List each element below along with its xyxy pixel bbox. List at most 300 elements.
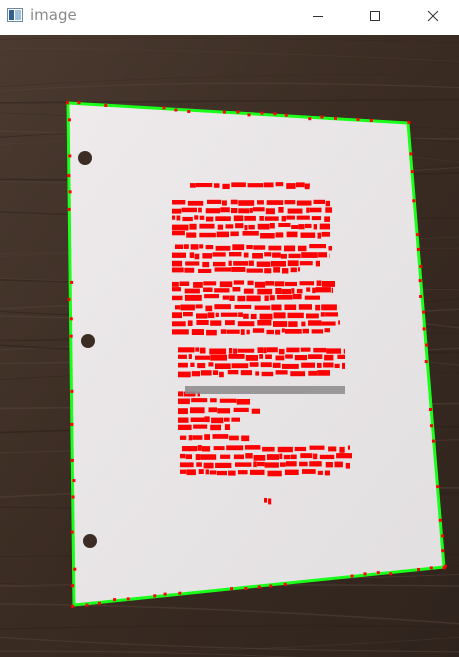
text-keypoint-cluster (344, 349, 345, 354)
text-keypoint-cluster (306, 208, 309, 213)
text-keypoint-cluster (325, 471, 330, 476)
text-keypoint-cluster (264, 268, 271, 273)
text-keypoint-cluster (238, 470, 248, 474)
text-keypoint-cluster (348, 446, 350, 450)
text-keypoint-cluster (297, 216, 310, 220)
text-keypoint-cluster (231, 200, 238, 205)
text-keypoint-cluster (322, 232, 330, 237)
text-keypoint-cluster (250, 208, 253, 213)
text-keypoint-cluster (238, 349, 255, 353)
contour-keypoint (419, 265, 422, 268)
text-keypoint-cluster (178, 372, 191, 378)
text-keypoint-cluster (285, 200, 296, 204)
text-keypoint-cluster (286, 348, 299, 353)
contour-keypoint (68, 118, 71, 121)
contour-keypoint (430, 566, 433, 569)
text-keypoint-cluster (172, 209, 181, 214)
text-keypoint-cluster (254, 455, 266, 461)
text-keypoint-cluster (282, 289, 291, 294)
text-keypoint-cluster (204, 463, 214, 469)
text-keypoint-cluster (231, 418, 240, 422)
text-keypoint-cluster (230, 232, 238, 237)
text-keypoint-cluster (220, 455, 230, 459)
text-keypoint-cluster (206, 245, 214, 249)
text-keypoint-cluster (237, 399, 250, 405)
text-keypoint-cluster (286, 183, 295, 189)
text-keypoint-cluster (225, 424, 230, 430)
contour-keypoint (68, 154, 71, 157)
text-keypoint-cluster (244, 253, 249, 258)
contour-keypoint (68, 208, 71, 211)
text-keypoint-cluster (300, 261, 313, 265)
text-keypoint-cluster (261, 362, 272, 367)
contour-keypoint (236, 111, 239, 114)
contour-keypoint (69, 190, 72, 193)
text-keypoint-cluster (191, 398, 207, 402)
text-keypoint-cluster (193, 425, 207, 429)
text-keypoint-cluster (300, 281, 315, 285)
text-keypoint-cluster (265, 216, 279, 220)
text-keypoint-cluster (195, 356, 210, 360)
contour-keypoint (66, 101, 69, 104)
contour-keypoint (153, 594, 156, 597)
text-keypoint-cluster (172, 268, 184, 273)
text-keypoint-cluster (208, 312, 215, 318)
text-keypoint-cluster (172, 200, 185, 205)
text-keypoint-cluster (172, 225, 189, 231)
contour-keypoint (284, 583, 287, 586)
contour-keypoint (416, 233, 419, 236)
text-keypoint-cluster (253, 328, 264, 333)
text-keypoint-cluster (213, 370, 218, 375)
text-keypoint-cluster (247, 330, 250, 335)
text-keypoint-cluster (237, 296, 245, 302)
text-keypoint-cluster (248, 225, 254, 230)
text-keypoint-cluster (276, 182, 284, 186)
text-keypoint-cluster (234, 280, 244, 284)
contour-keypoint (377, 571, 380, 574)
text-keypoint-cluster (325, 207, 332, 212)
text-keypoint-cluster (231, 182, 246, 187)
contour-keypoint (70, 335, 73, 338)
text-keypoint-cluster (301, 363, 315, 368)
text-keypoint-cluster (231, 208, 237, 213)
contour-keypoint (163, 106, 166, 109)
text-keypoint-cluster (192, 371, 200, 376)
text-keypoint-cluster (177, 216, 181, 221)
text-keypoint-cluster (172, 287, 181, 291)
text-keypoint-cluster (260, 233, 275, 239)
text-keypoint-cluster (244, 225, 247, 230)
text-keypoint-cluster (235, 462, 251, 466)
text-keypoint-cluster (305, 296, 320, 300)
text-keypoint-cluster (257, 462, 265, 466)
text-keypoint-cluster (178, 347, 195, 352)
text-keypoint-cluster (172, 282, 179, 287)
text-keypoint-cluster (247, 269, 263, 273)
text-keypoint-cluster (197, 363, 205, 368)
text-keypoint-cluster (285, 329, 302, 334)
text-keypoint-cluster (282, 268, 288, 273)
text-keypoint-cluster (265, 296, 269, 302)
contour-keypoint (419, 295, 422, 298)
text-keypoint-cluster (315, 305, 320, 311)
text-keypoint-cluster (257, 262, 271, 267)
text-keypoint-cluster (220, 399, 237, 403)
contour-keypoint (441, 549, 444, 552)
text-keypoint-cluster (228, 471, 236, 476)
text-keypoint-cluster (210, 398, 217, 402)
text-keypoint-cluster (199, 469, 204, 474)
maximize-button[interactable] (352, 0, 398, 31)
text-keypoint-cluster (203, 288, 212, 293)
text-keypoint-cluster (217, 232, 229, 238)
text-keypoint-cluster (180, 470, 186, 474)
contour-keypoint (441, 534, 444, 537)
text-keypoint-cluster (188, 201, 203, 206)
text-keypoint-cluster (217, 471, 227, 475)
text-keypoint-cluster (280, 462, 286, 466)
text-keypoint-cluster (328, 447, 336, 452)
text-keypoint-cluster (238, 312, 243, 317)
text-keypoint-cluster (184, 268, 194, 273)
contour-keypoint (70, 281, 73, 284)
text-keypoint-cluster (281, 254, 287, 259)
text-keypoint-cluster (324, 216, 330, 222)
text-keypoint-cluster (282, 328, 285, 332)
text-keypoint-cluster (196, 304, 203, 308)
text-keypoint-cluster (276, 370, 288, 374)
text-keypoint-cluster (186, 233, 196, 238)
text-keypoint-cluster (183, 312, 193, 316)
text-keypoint-cluster (321, 312, 325, 316)
text-keypoint-cluster (282, 216, 286, 222)
text-keypoint-cluster (308, 371, 317, 376)
text-keypoint-cluster (260, 314, 273, 320)
text-keypoint-cluster (172, 216, 175, 220)
text-keypoint-cluster (233, 261, 248, 266)
text-keypoint-cluster (204, 416, 209, 422)
text-keypoint-cluster (271, 261, 286, 267)
text-keypoint-cluster (301, 252, 318, 258)
text-keypoint-cluster (204, 434, 210, 440)
text-keypoint-cluster (191, 244, 199, 249)
text-keypoint-cluster (336, 453, 352, 458)
text-keypoint-cluster (298, 267, 300, 271)
text-keypoint-cluster (346, 463, 350, 469)
text-keypoint-cluster (301, 233, 316, 238)
contour-keypoint (308, 117, 311, 120)
text-keypoint-cluster (178, 408, 188, 414)
contour-keypoint (98, 602, 101, 605)
text-keypoint-cluster (325, 312, 338, 316)
text-keypoint-cluster (216, 313, 219, 317)
text-keypoint-cluster (229, 348, 232, 354)
text-keypoint-cluster (233, 287, 241, 292)
text-keypoint-cluster (284, 246, 295, 252)
text-keypoint-cluster (185, 289, 200, 294)
text-keypoint-cluster (233, 349, 237, 354)
text-keypoint-cluster (288, 313, 304, 318)
text-keypoint-cluster (268, 499, 271, 505)
contour-keypoint (364, 572, 367, 575)
text-keypoint-cluster (259, 216, 264, 221)
text-keypoint-cluster (306, 287, 310, 291)
text-keypoint-cluster (196, 454, 201, 460)
contour-keypoint (432, 440, 435, 443)
text-keypoint-cluster (204, 294, 219, 298)
text-keypoint-cluster (322, 281, 335, 287)
contour-keypoint (164, 593, 167, 596)
text-keypoint-cluster (246, 296, 260, 302)
contour-keypoint (113, 598, 116, 601)
text-keypoint-cluster (193, 282, 203, 288)
text-keypoint-cluster (190, 407, 205, 413)
text-keypoint-cluster (189, 224, 196, 230)
text-keypoint-cluster (293, 294, 302, 299)
contour-keypoint (71, 531, 74, 534)
text-keypoint-cluster (241, 436, 249, 442)
text-keypoint-cluster (300, 453, 312, 458)
contour-keypoint (86, 604, 89, 607)
text-keypoint-cluster (267, 330, 275, 334)
text-keypoint-cluster (270, 223, 275, 229)
text-keypoint-cluster (194, 215, 198, 219)
text-keypoint-cluster (214, 446, 225, 450)
text-keypoint-cluster (186, 454, 192, 459)
punch-hole-bottom (83, 534, 97, 548)
text-keypoint-cluster (314, 224, 317, 229)
text-keypoint-cluster (172, 329, 189, 334)
text-keypoint-cluster (286, 461, 297, 466)
text-keypoint-cluster (178, 418, 189, 423)
text-keypoint-cluster (329, 246, 333, 251)
text-keypoint-cluster (200, 454, 216, 460)
text-keypoint-cluster (268, 471, 282, 477)
text-keypoint-cluster (216, 246, 231, 251)
contour-keypoint (260, 112, 263, 115)
text-keypoint-cluster (206, 208, 220, 213)
text-keypoint-cluster (228, 370, 239, 374)
text-keypoint-cluster (291, 225, 298, 229)
text-keypoint-cluster (310, 446, 325, 450)
contour-keypoint (285, 114, 288, 117)
text-keypoint-cluster (223, 296, 230, 300)
text-keypoint-cluster (291, 268, 297, 273)
text-keypoint-cluster (190, 363, 194, 367)
text-keypoint-cluster (248, 281, 254, 285)
title-bar[interactable] (0, 0, 459, 31)
text-keypoint-cluster (264, 252, 271, 256)
text-keypoint-cluster (297, 289, 303, 294)
text-keypoint-cluster (312, 329, 324, 333)
text-keypoint-cluster (275, 281, 285, 286)
text-keypoint-cluster (224, 418, 230, 422)
text-keypoint-cluster (284, 305, 296, 311)
text-keypoint-cluster (278, 223, 290, 227)
text-keypoint-cluster (195, 347, 199, 351)
text-keypoint-cluster (251, 314, 257, 319)
text-keypoint-cluster (290, 371, 305, 376)
contour-keypoint (223, 111, 226, 114)
text-keypoint-cluster (244, 289, 254, 294)
contour-keypoint (425, 344, 428, 347)
text-keypoint-cluster (295, 355, 307, 360)
text-keypoint-cluster (335, 364, 340, 368)
text-keypoint-cluster (222, 184, 229, 189)
text-keypoint-cluster (226, 445, 243, 450)
contour-keypoint (389, 572, 392, 575)
text-keypoint-cluster (303, 329, 309, 334)
text-keypoint-cluster (318, 471, 323, 475)
text-keypoint-cluster (302, 469, 316, 474)
text-keypoint-cluster (306, 314, 319, 319)
text-keypoint-cluster (227, 330, 240, 334)
text-keypoint-cluster (297, 201, 312, 206)
text-keypoint-cluster (229, 296, 234, 302)
minimize-button[interactable] (295, 0, 341, 31)
text-keypoint-cluster (322, 322, 336, 326)
text-keypoint-cluster (229, 252, 241, 256)
text-keypoint-cluster (235, 305, 252, 309)
text-keypoint-cluster (289, 254, 301, 258)
text-keypoint-cluster (215, 363, 231, 369)
text-keypoint-cluster (274, 312, 286, 318)
text-keypoint-cluster (308, 354, 322, 359)
image-canvas (0, 35, 459, 657)
text-keypoint-cluster (255, 306, 271, 310)
text-keypoint-cluster (299, 304, 312, 310)
text-keypoint-cluster (196, 183, 212, 187)
paper-sheet (68, 103, 444, 605)
text-keypoint-cluster (202, 446, 210, 451)
contour-keypoint (429, 408, 432, 411)
text-keypoint-cluster (301, 322, 305, 327)
text-keypoint-cluster (313, 348, 326, 353)
close-button[interactable] (410, 0, 456, 31)
text-keypoint-cluster (276, 232, 284, 237)
text-keypoint-cluster (299, 462, 308, 467)
contour-keypoint (443, 566, 446, 569)
text-keypoint-cluster (220, 207, 230, 212)
text-keypoint-cluster (206, 469, 209, 474)
text-keypoint-cluster (253, 245, 265, 249)
text-keypoint-cluster (255, 371, 259, 375)
text-keypoint-cluster (209, 349, 226, 355)
text-keypoint-cluster (184, 244, 189, 249)
text-keypoint-cluster (175, 305, 180, 309)
text-keypoint-cluster (275, 288, 281, 294)
text-keypoint-cluster (210, 320, 221, 325)
text-keypoint-cluster (320, 455, 335, 459)
text-keypoint-cluster (210, 425, 221, 431)
punch-hole-middle (81, 334, 95, 348)
contour-keypoint (417, 248, 420, 251)
text-keypoint-cluster (273, 363, 281, 368)
text-keypoint-cluster (316, 261, 320, 267)
text-keypoint-cluster (172, 296, 183, 301)
text-keypoint-cluster (185, 261, 199, 265)
text-keypoint-cluster (172, 253, 186, 258)
contour-keypoint (71, 584, 74, 587)
text-keypoint-cluster (342, 363, 345, 369)
contour-keypoint (370, 119, 373, 122)
text-keypoint-cluster (190, 252, 194, 258)
text-keypoint-cluster (305, 184, 310, 190)
text-keypoint-cluster (211, 418, 223, 424)
text-keypoint-cluster (252, 253, 263, 259)
text-keypoint-cluster (313, 454, 317, 460)
text-keypoint-cluster (178, 355, 187, 359)
text-keypoint-cluster (241, 370, 252, 375)
text-keypoint-cluster (265, 281, 274, 286)
text-keypoint-cluster (285, 282, 297, 286)
text-keypoint-cluster (213, 262, 226, 266)
text-keypoint-cluster (232, 244, 244, 250)
text-keypoint-cluster (298, 224, 304, 229)
text-keypoint-cluster (257, 289, 272, 295)
text-keypoint-cluster (190, 183, 196, 188)
text-keypoint-cluster (264, 183, 274, 188)
text-keypoint-cluster (196, 313, 207, 318)
text-keypoint-cluster (241, 329, 245, 335)
text-keypoint-cluster (212, 252, 225, 256)
text-keypoint-cluster (273, 321, 287, 327)
text-keypoint-cluster (192, 329, 204, 335)
text-keypoint-cluster (272, 253, 281, 258)
contour-keypoint (70, 390, 73, 393)
text-keypoint-cluster (314, 200, 326, 204)
text-keypoint-cluster (215, 463, 231, 468)
text-keypoint-cluster (259, 354, 263, 359)
text-keypoint-cluster (316, 287, 331, 292)
contour-keypoint (430, 424, 433, 427)
contour-keypoint (70, 317, 73, 320)
text-keypoint-cluster (326, 348, 341, 353)
contour-keypoint (70, 423, 73, 426)
text-keypoint-cluster (270, 295, 275, 300)
contour-keypoint (351, 575, 354, 578)
text-keypoint-cluster (264, 498, 267, 503)
text-keypoint-cluster (187, 469, 196, 475)
contour-keypoint (417, 568, 420, 571)
text-keypoint-cluster (180, 454, 185, 458)
punch-hole-top (78, 151, 92, 165)
text-keypoint-cluster (285, 354, 293, 358)
text-keypoint-cluster (273, 267, 280, 273)
text-keypoint-cluster (208, 362, 213, 366)
text-keypoint-cluster (253, 207, 265, 211)
text-keypoint-cluster (250, 362, 259, 367)
contour-keypoint (127, 597, 130, 600)
maximize-icon (369, 10, 381, 22)
text-keypoint-cluster (175, 245, 183, 250)
contour-keypoint (72, 479, 75, 482)
close-icon (427, 10, 439, 22)
text-keypoint-cluster (238, 321, 255, 326)
text-keypoint-cluster (234, 408, 249, 412)
text-keypoint-cluster (277, 295, 293, 300)
document-photo (0, 35, 459, 657)
text-keypoint-cluster (222, 200, 227, 205)
text-keypoint-cluster (246, 355, 258, 361)
text-keypoint-cluster (219, 372, 224, 377)
text-keypoint-cluster (265, 462, 279, 467)
text-keypoint-cluster (267, 200, 284, 205)
contour-keypoint (436, 485, 439, 488)
text-keypoint-cluster (206, 330, 217, 336)
contour-keypoint (273, 112, 276, 115)
